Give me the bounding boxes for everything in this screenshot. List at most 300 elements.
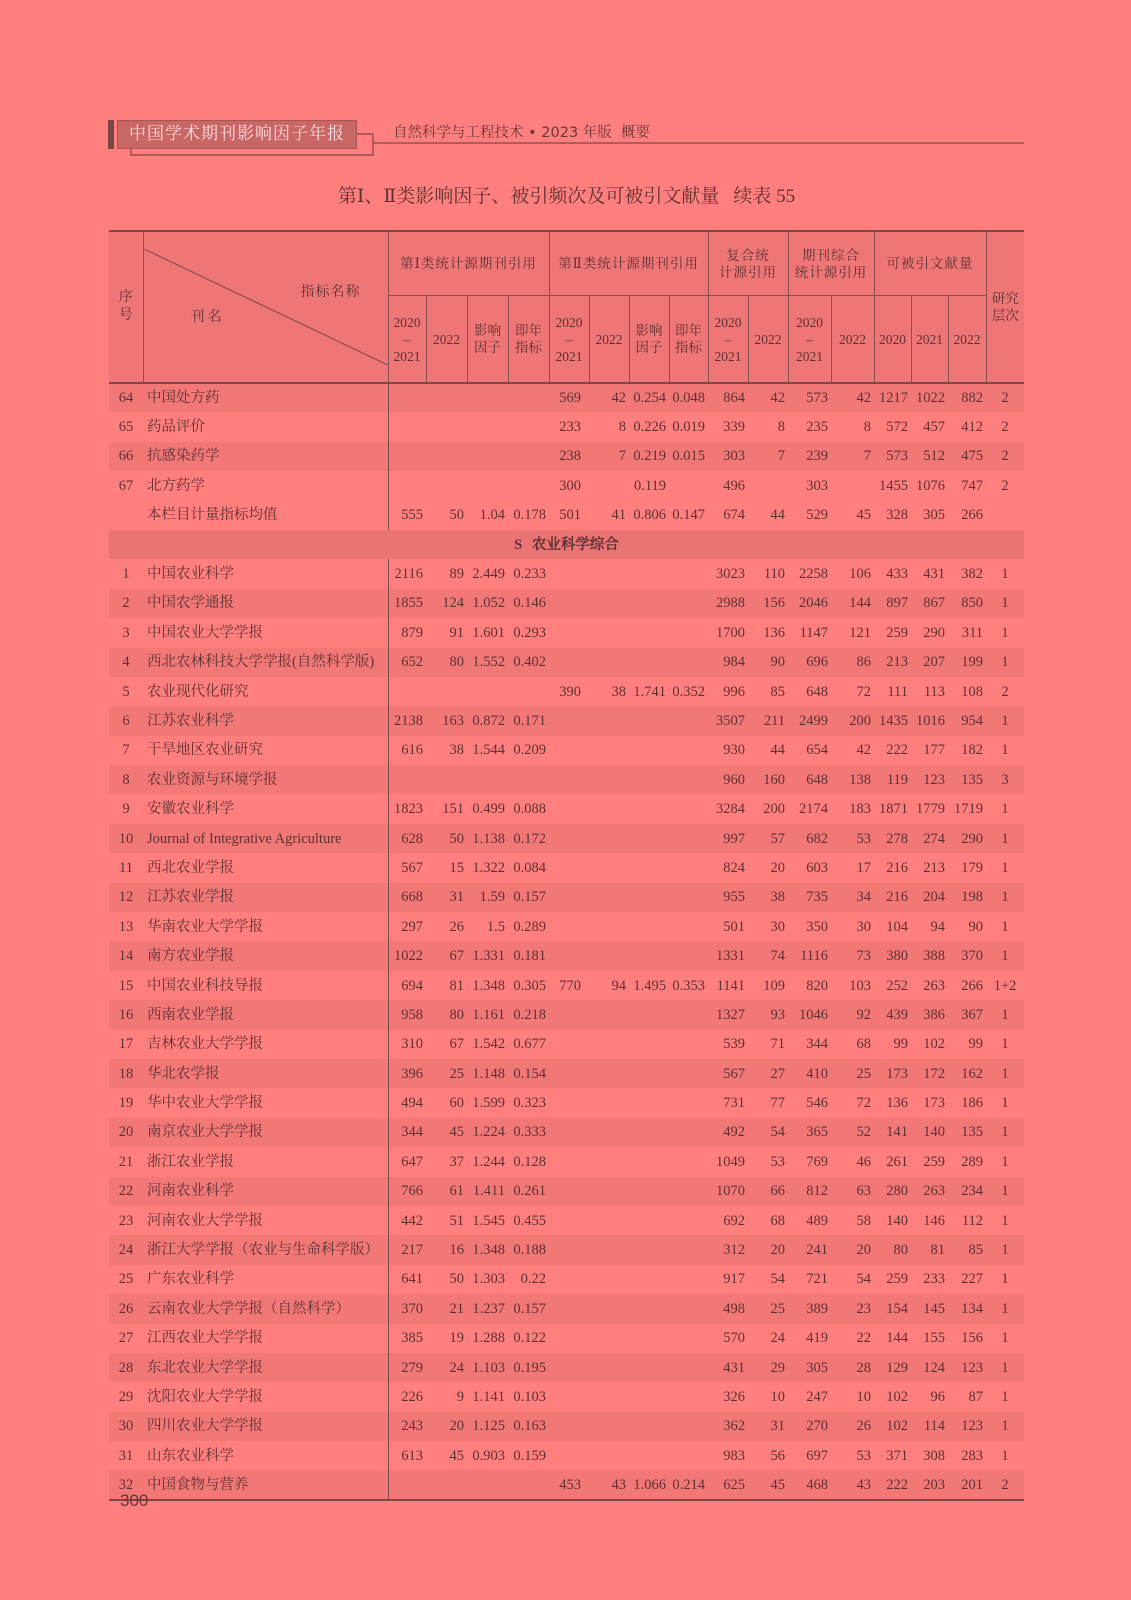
- cell-comprehensive-cites-2020-2021: 654: [806, 742, 829, 759]
- section-title: S 农业科学综合: [514, 536, 619, 553]
- cell-research-level: 3: [1001, 771, 1009, 788]
- cell-class2-impact-factor: 0.119: [633, 477, 667, 494]
- cell-composite-cites-2020-2021: 917: [723, 1271, 746, 1288]
- cell-citable-items-2020: 1871: [879, 801, 909, 818]
- cell-citable-items-2021: 1779: [916, 801, 946, 818]
- cell-class2-cites-2022: [589, 618, 629, 647]
- cell-class1-cites-2020-2021: 616: [401, 742, 423, 759]
- cell-comprehensive-cites-2020-2021: 1147: [799, 624, 829, 641]
- cell-composite-cites-2022: 110: [763, 566, 786, 583]
- cell-class2-cites-2022: [589, 1088, 629, 1117]
- cell-class2-cites-2022: [589, 883, 629, 912]
- cell-class2-immediacy-index: [669, 559, 708, 588]
- table-row: [109, 853, 1024, 882]
- cell-class2-impact-factor: [629, 1324, 669, 1353]
- cell-class2-immediacy-index: [669, 1030, 708, 1059]
- cell-class2-impact-factor: [629, 559, 669, 588]
- cell-composite-cites-2022: 31: [770, 1418, 786, 1435]
- cell-comprehensive-cites-2022: 72: [856, 1095, 872, 1112]
- cell-class2-immediacy-index: [669, 648, 708, 677]
- cell-comprehensive-cites-2020-2021: 1046: [799, 1006, 829, 1023]
- cell-citable-items-2021: 233: [923, 1271, 946, 1288]
- cell-comprehensive-cites-2020-2021: 648: [806, 683, 829, 700]
- running-section-title: 自然科学与工程技术 • 2023 年版 概要: [393, 125, 650, 141]
- cell-serial: 3: [122, 624, 130, 641]
- cell-class1-cites-2020-2021: 879: [401, 624, 423, 641]
- composite-cites-2020-2021-header: 2020 – 2021: [708, 296, 748, 383]
- cell-class1-cites-2022: 45: [449, 1447, 464, 1464]
- cell-citable-items-2022: 135: [961, 771, 984, 788]
- cell-citable-items-2021: 1022: [916, 390, 946, 407]
- cell-comprehensive-cites-2022: 42: [856, 742, 872, 759]
- cell-citable-items-2020: 433: [886, 566, 909, 583]
- cell-composite-cites-2020-2021: 501: [723, 918, 746, 935]
- cell-composite-cites-2020-2021: 492: [723, 1124, 746, 1141]
- cell-class1-cites-2020-2021: 628: [401, 830, 423, 847]
- cell-composite-cites-2020-2021: 1049: [716, 1153, 746, 1170]
- cell-composite-cites-2020-2021: 625: [723, 1476, 746, 1493]
- cell-citable-items-2021: 259: [923, 1153, 946, 1170]
- cell-class2-cites-2022: [589, 1294, 629, 1323]
- cell-class2-immediacy-index: [669, 1265, 708, 1294]
- cell-serial: 64: [118, 390, 134, 407]
- class2-immediacy-index-header: 即年 指标: [669, 296, 708, 383]
- header-accent-bar: [108, 120, 114, 149]
- cell-serial: 27: [118, 1330, 134, 1347]
- cell-research-level: 1: [1001, 742, 1009, 759]
- cell-comprehensive-cites-2022: 7: [863, 448, 872, 465]
- cell-class2-cites-2020-2021: [549, 706, 589, 735]
- cell-citable-items-2021: 308: [923, 1447, 946, 1464]
- table-row: [109, 589, 1024, 618]
- cell-comprehensive-cites-2022: 53: [856, 830, 872, 847]
- cell-research-level: 1: [1001, 1242, 1009, 1259]
- cell-serial: 30: [118, 1418, 134, 1435]
- cell-citable-items-2020: 1435: [879, 712, 909, 729]
- cell-citable-items-2021: 204: [923, 889, 946, 906]
- cell-citable-items-2022: 134: [961, 1300, 984, 1317]
- cell-citable-items-2020: 102: [886, 1388, 909, 1405]
- cell-class1-impact-factor: 1.5: [486, 918, 505, 935]
- cell-composite-cites-2022: 68: [770, 1212, 786, 1229]
- cell-class2-impact-factor: [629, 1353, 669, 1382]
- cell-composite-cites-2022: 25: [770, 1300, 786, 1317]
- cell-composite-cites-2020-2021: 824: [723, 859, 746, 876]
- cell-comprehensive-cites-2020-2021: 303: [806, 477, 829, 494]
- cell-class2-cites-2020-2021: 770: [559, 977, 582, 994]
- cell-composite-cites-2022: 211: [763, 712, 786, 729]
- cell-composite-cites-2022: 57: [770, 830, 786, 847]
- cell-citable-items-2021: 263: [923, 1183, 946, 1200]
- cell-citable-items-2021: 457: [923, 419, 946, 436]
- table-row: [109, 1353, 1024, 1382]
- table-row: [109, 736, 1024, 765]
- citable-items-2021-header: 2021: [911, 296, 948, 383]
- cell-comprehensive-cites-2022: 68: [856, 1036, 872, 1053]
- cell-class1-impact-factor: 1.348: [472, 1242, 505, 1259]
- cell-citable-items-2020: 141: [886, 1124, 909, 1141]
- cell-citable-items-2021: 431: [923, 566, 946, 583]
- cell-class1-cites-2020-2021: [388, 412, 426, 441]
- cell-serial: 6: [122, 712, 130, 729]
- cell-comprehensive-cites-2020-2021: 350: [806, 918, 829, 935]
- cell-class2-immediacy-index: [669, 794, 708, 823]
- cell-citable-items-2022: 882: [961, 390, 984, 407]
- cell-journal-name: 广东农业科学: [143, 1265, 388, 1294]
- cell-journal-name: 西南农业学报: [143, 1000, 388, 1029]
- cell-comprehensive-cites-2022: 86: [856, 654, 872, 671]
- class2-cites-2022-header: 2022: [589, 296, 629, 383]
- cell-comprehensive-cites-2020-2021: 270: [806, 1418, 829, 1435]
- cell-class1-cites-2020-2021: [388, 442, 426, 471]
- cell-citable-items-2021: 172: [923, 1065, 946, 1082]
- cell-class1-impact-factor: 1.59: [479, 889, 505, 906]
- class2-cites-2020-2021-header: 2020 – 2021: [549, 296, 589, 383]
- cell-class1-impact-factor: 1.331: [472, 948, 505, 965]
- cell-serial: 17: [118, 1036, 134, 1053]
- cell-class2-immediacy-index: [669, 1059, 708, 1088]
- cell-class1-cites-2022: 19: [449, 1330, 464, 1347]
- cell-composite-cites-2020-2021: 674: [723, 507, 746, 524]
- cell-citable-items-2022: 90: [968, 918, 984, 935]
- cell-class2-immediacy-index: 0.048: [672, 390, 706, 407]
- cell-citable-items-2020: 259: [886, 1271, 909, 1288]
- cell-comprehensive-cites-2022: 54: [856, 1271, 872, 1288]
- cell-class2-cites-2022: [589, 824, 629, 853]
- cell-class1-cites-2022: [426, 442, 467, 471]
- cell-citable-items-2021: 173: [923, 1095, 946, 1112]
- cell-comprehensive-cites-2022: 72: [856, 683, 872, 700]
- cell-journal-name: 河南农业大学学报: [143, 1206, 388, 1235]
- cell-citable-items-2021: 145: [923, 1300, 946, 1317]
- cell-class1-impact-factor: 1.224: [472, 1124, 505, 1141]
- table-row: [109, 794, 1024, 823]
- cell-citable-items-2021: 177: [923, 742, 946, 759]
- cell-class1-cites-2022: 80: [449, 1006, 464, 1023]
- cell-class1-cites-2022: 31: [449, 889, 464, 906]
- cell-class2-impact-factor: [629, 1118, 669, 1147]
- cell-class1-cites-2020-2021: 385: [401, 1330, 423, 1347]
- cell-composite-cites-2020-2021: 1141: [716, 977, 746, 994]
- cell-comprehensive-cites-2020-2021: 365: [806, 1124, 829, 1141]
- cell-class1-cites-2022: 151: [442, 801, 464, 818]
- cell-class2-cites-2022: [589, 1059, 629, 1088]
- cell-class1-impact-factor: 1.148: [472, 1065, 505, 1082]
- table-row: [109, 677, 1024, 706]
- cell-class1-cites-2022: 163: [442, 712, 464, 729]
- cell-citable-items-2020: 144: [886, 1330, 909, 1347]
- cell-comprehensive-cites-2020-2021: 573: [806, 390, 829, 407]
- cell-class1-impact-factor: 1.138: [472, 830, 505, 847]
- cell-class2-impact-factor: [629, 1265, 669, 1294]
- table-row: [109, 706, 1024, 735]
- cell-class1-immediacy-index: 0.146: [513, 595, 547, 612]
- cell-class2-cites-2020-2021: 390: [559, 683, 582, 700]
- cell-class2-impact-factor: [629, 853, 669, 882]
- cell-class2-immediacy-index: 0.353: [672, 977, 706, 994]
- cell-class2-cites-2022: [589, 1030, 629, 1059]
- cell-composite-cites-2022: 74: [770, 948, 786, 965]
- composite-cites-2022-header: 2022: [748, 296, 788, 383]
- cell-journal-name: 西北农林科技大学学报(自然科学版): [143, 648, 388, 677]
- cell-comprehensive-cites-2022: 42: [856, 390, 872, 407]
- cell-journal-name: 中国农业科学: [143, 559, 388, 588]
- cell-composite-cites-2022: 200: [763, 801, 786, 818]
- cell-class2-impact-factor: [629, 1412, 669, 1441]
- cell-class2-impact-factor: [629, 1235, 669, 1264]
- cell-class1-impact-factor: [467, 442, 508, 471]
- cell-journal-name: 中国食物与营养: [143, 1470, 388, 1499]
- cell-class1-impact-factor: 1.161: [472, 1006, 505, 1023]
- cell-citable-items-2022: 227: [961, 1271, 984, 1288]
- cell-class1-impact-factor: 1.545: [472, 1212, 505, 1229]
- cell-citable-items-2022: 123: [961, 1418, 984, 1435]
- cell-class2-immediacy-index: [669, 765, 708, 794]
- cell-class1-impact-factor: [467, 1470, 508, 1499]
- table-header: [109, 231, 1024, 383]
- cell-class2-impact-factor: [629, 706, 669, 735]
- cell-citable-items-2022: 112: [961, 1212, 984, 1229]
- cell-citable-items-2020: 136: [886, 1095, 909, 1112]
- cell-class1-cites-2022: 81: [449, 977, 464, 994]
- cell-citable-items-2022: 475: [961, 448, 984, 465]
- cell-journal-name: 南方农业学报: [143, 941, 388, 970]
- cell-composite-cites-2020-2021: 496: [723, 477, 746, 494]
- cell-comprehensive-cites-2020-2021: 241: [806, 1242, 829, 1259]
- cell-comprehensive-cites-2020-2021: 305: [806, 1359, 829, 1376]
- cell-journal-name: 沈阳农业大学学报: [143, 1382, 388, 1411]
- cell-serial: 26: [118, 1300, 134, 1317]
- cell-class2-cites-2020-2021: [549, 1294, 589, 1323]
- cell-journal-name: 云南农业大学学报（自然科学）: [143, 1294, 388, 1323]
- class1-citations-header: 第Ⅰ类统计源期刊引用: [388, 231, 549, 296]
- cell-class2-impact-factor: [629, 794, 669, 823]
- cell-class1-immediacy-index: 0.195: [513, 1359, 547, 1376]
- cell-citable-items-2022: 179: [961, 859, 984, 876]
- cell-comprehensive-cites-2022: 8: [863, 419, 872, 436]
- cell-serial: 25: [118, 1271, 134, 1288]
- cell-comprehensive-cites-2020-2021: 235: [806, 419, 829, 436]
- cell-composite-cites-2022: 85: [770, 683, 786, 700]
- cell-research-level: 1: [1001, 1447, 1009, 1464]
- cell-composite-cites-2022: 38: [770, 889, 786, 906]
- cell-research-level: 1: [1001, 1330, 1009, 1347]
- table-row: [109, 1088, 1024, 1117]
- cell-class2-impact-factor: 0.806: [633, 507, 667, 524]
- cell-class1-cites-2020-2021: 668: [401, 889, 423, 906]
- cell-class1-cites-2020-2021: [388, 677, 426, 706]
- cell-class1-cites-2020-2021: 1855: [394, 595, 423, 612]
- cell-comprehensive-cites-2020-2021: 697: [806, 1447, 829, 1464]
- diagonal-divider: [144, 249, 388, 365]
- cell-class1-immediacy-index: 0.677: [513, 1036, 547, 1053]
- cell-class2-cites-2022: [589, 1353, 629, 1382]
- cell-serial: 28: [118, 1359, 134, 1376]
- cell-citable-items-2020: 154: [886, 1300, 909, 1317]
- cell-citable-items-2020: 216: [886, 889, 909, 906]
- cell-class1-cites-2020-2021: 1823: [394, 801, 423, 818]
- cell-class1-cites-2022: 20: [449, 1418, 464, 1435]
- cell-comprehensive-cites-2022: 17: [856, 859, 872, 876]
- cell-class2-cites-2020-2021: [549, 648, 589, 677]
- cell-class1-impact-factor: 1.544: [472, 742, 505, 759]
- cell-class2-cites-2020-2021: 501: [559, 507, 582, 524]
- cell-comprehensive-cites-2020-2021: 344: [806, 1036, 829, 1053]
- cell-class1-cites-2020-2021: 958: [401, 1006, 423, 1023]
- cell-class1-cites-2020-2021: 297: [401, 918, 423, 935]
- cell-comprehensive-cites-2022: 73: [856, 948, 872, 965]
- cell-citable-items-2021: 114: [923, 1418, 946, 1435]
- cell-class1-impact-factor: 1.237: [472, 1300, 505, 1317]
- cell-composite-cites-2020-2021: 539: [723, 1036, 746, 1053]
- cell-comprehensive-cites-2020-2021: 410: [806, 1065, 829, 1082]
- class1-cites-2020-2021-header: 2020 – 2021: [388, 296, 426, 383]
- cell-comprehensive-cites-2020-2021: 769: [806, 1153, 829, 1170]
- table-row: [109, 1265, 1024, 1294]
- cell-citable-items-2022: 198: [961, 889, 984, 906]
- cell-citable-items-2021: 94: [930, 918, 946, 935]
- cell-serial: 29: [118, 1388, 134, 1405]
- cell-class1-cites-2022: 50: [449, 507, 464, 524]
- cell-class1-immediacy-index: [508, 765, 549, 794]
- table-row: [109, 1294, 1024, 1323]
- cell-class1-impact-factor: 1.552: [472, 654, 505, 671]
- cell-serial: 31: [118, 1447, 134, 1464]
- comprehensive-cites-2022-header: 2022: [831, 296, 874, 383]
- cell-class2-impact-factor: [629, 589, 669, 618]
- cell-comprehensive-cites-2020-2021: 603: [806, 859, 829, 876]
- cell-comprehensive-cites-2020-2021: 682: [806, 830, 829, 847]
- cell-class1-cites-2020-2021: [388, 383, 426, 412]
- cell-class2-cites-2022: 41: [611, 507, 627, 524]
- cell-citable-items-2022: 99: [968, 1036, 984, 1053]
- cell-class1-cites-2020-2021: [388, 1470, 426, 1499]
- cell-serial: 10: [118, 830, 134, 847]
- cell-citable-items-2020: 380: [886, 948, 909, 965]
- cell-class2-cites-2020-2021: [549, 1118, 589, 1147]
- cell-class2-immediacy-index: [669, 1118, 708, 1147]
- report-title: 中国学术期刊影响因子年报: [129, 124, 345, 144]
- cell-class1-cites-2022: 61: [449, 1183, 464, 1200]
- cell-class2-cites-2020-2021: 300: [559, 477, 582, 494]
- cell-research-level: 1: [1001, 1036, 1009, 1053]
- cell-class2-immediacy-index: [669, 471, 708, 500]
- cell-class1-cites-2020-2021: 243: [401, 1418, 423, 1435]
- cell-class2-cites-2020-2021: [549, 794, 589, 823]
- cell-citable-items-2020: 129: [886, 1359, 909, 1376]
- cell-serial: 5: [122, 683, 130, 700]
- cell-class1-immediacy-index: [508, 383, 549, 412]
- cell-class1-immediacy-index: 0.088: [513, 801, 547, 818]
- cell-citable-items-2021: 155: [923, 1330, 946, 1347]
- cell-composite-cites-2020-2021: 2988: [716, 595, 746, 612]
- cell-research-level: 1: [1001, 1153, 1009, 1170]
- cell-composite-cites-2022: 8: [777, 419, 786, 436]
- cell-citable-items-2021: 512: [923, 448, 946, 465]
- cell-class1-cites-2022: [426, 383, 467, 412]
- cell-citable-items-2022: 289: [961, 1153, 984, 1170]
- cell-citable-items-2020: 573: [886, 448, 909, 465]
- cell-journal-name: 吉林农业大学学报: [143, 1030, 388, 1059]
- cell-citable-items-2022: 747: [961, 477, 984, 494]
- cell-class2-cites-2022: 7: [618, 448, 627, 465]
- cell-citable-items-2021: 213: [923, 859, 946, 876]
- cell-composite-cites-2020-2021: 1331: [716, 948, 746, 965]
- cell-comprehensive-cites-2020-2021: 1116: [800, 948, 829, 965]
- cell-citable-items-2020: 278: [886, 830, 909, 847]
- cell-composite-cites-2020-2021: 312: [723, 1242, 746, 1259]
- cell-class2-cites-2022: [589, 853, 629, 882]
- cell-class2-immediacy-index: 0.352: [672, 683, 706, 700]
- cell-class2-cites-2022: 43: [611, 1476, 627, 1493]
- cell-citable-items-2021: 113: [923, 683, 946, 700]
- cell-class2-cites-2020-2021: [549, 1353, 589, 1382]
- cell-citable-items-2022: 108: [961, 683, 984, 700]
- cell-citable-items-2020: 328: [886, 507, 909, 524]
- cell-class2-cites-2022: [589, 648, 629, 677]
- cell-composite-cites-2020-2021: 984: [723, 654, 746, 671]
- cell-composite-cites-2022: 10: [770, 1388, 786, 1405]
- cell-citable-items-2022: 370: [961, 948, 984, 965]
- cell-comprehensive-cites-2020-2021: 2499: [799, 712, 829, 729]
- cell-class1-impact-factor: 2.449: [472, 566, 505, 583]
- cell-journal-name: Journal of Integrative Agriculture: [143, 824, 388, 853]
- cell-class1-impact-factor: 1.599: [472, 1095, 505, 1112]
- cell-class1-cites-2020-2021: 652: [401, 654, 423, 671]
- cell-class1-cites-2022: 67: [449, 1036, 464, 1053]
- cell-class2-cites-2020-2021: [549, 824, 589, 853]
- cell-journal-name: 干旱地区农业研究: [143, 736, 388, 765]
- cell-class1-immediacy-index: 0.157: [513, 889, 547, 906]
- cell-composite-cites-2020-2021: 570: [723, 1330, 746, 1347]
- cell-class1-immediacy-index: 0.103: [513, 1388, 547, 1405]
- cell-class1-immediacy-index: 0.157: [513, 1300, 547, 1317]
- cell-journal-name: 华北农学报: [143, 1059, 388, 1088]
- cell-citable-items-2020: 572: [886, 419, 909, 436]
- cell-class1-impact-factor: 0.499: [472, 801, 505, 818]
- cell-class1-cites-2020-2021: [388, 471, 426, 500]
- report-title-box: [117, 120, 357, 149]
- cell-citable-items-2021: 1076: [916, 477, 946, 494]
- cell-serial: 20: [118, 1124, 134, 1141]
- cell-comprehensive-cites-2020-2021: 239: [806, 448, 829, 465]
- table-row: [109, 412, 1024, 441]
- cell-serial: 8: [122, 771, 130, 788]
- cell-comprehensive-cites-2022: 106: [849, 566, 872, 583]
- cell-composite-cites-2022: 44: [770, 507, 786, 524]
- cell-class1-impact-factor: 1.348: [472, 977, 505, 994]
- cell-citable-items-2020: 439: [886, 1006, 909, 1023]
- cell-class1-cites-2022: 37: [449, 1153, 464, 1170]
- cell-class2-cites-2022: [589, 794, 629, 823]
- cell-class2-impact-factor: [629, 1382, 669, 1411]
- cell-class1-cites-2020-2021: 370: [401, 1300, 423, 1317]
- cell-research-level: 1: [1001, 566, 1009, 583]
- cell-class1-immediacy-index: 0.22: [520, 1271, 547, 1288]
- cell-class1-cites-2020-2021: 344: [401, 1124, 423, 1141]
- cell-citable-items-2021: 1016: [916, 712, 946, 729]
- cell-serial: 67: [118, 477, 134, 494]
- cell-comprehensive-cites-2022: 103: [849, 977, 872, 994]
- cell-comprehensive-cites-2022: [831, 471, 874, 500]
- cell-class1-cites-2020-2021: 641: [401, 1271, 423, 1288]
- cell-comprehensive-cites-2020-2021: 468: [806, 1476, 829, 1493]
- table-row: [109, 1470, 1024, 1499]
- cell-citable-items-2021: 207: [923, 654, 946, 671]
- cell-research-level: 1: [1001, 918, 1009, 935]
- cell-serial: 18: [118, 1065, 134, 1082]
- cell-research-level: 1: [1001, 654, 1009, 671]
